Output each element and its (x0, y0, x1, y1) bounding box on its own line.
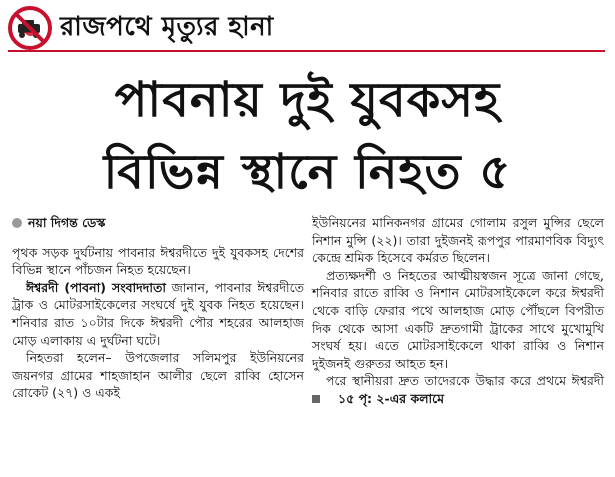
section-kicker: রাজপথে মৃত্যুর হানা (60, 12, 274, 42)
paragraph-2 (12, 279, 304, 349)
dateline: ঈশ্বরদী (পাবনা) সংবাদদাতা (26, 279, 166, 295)
header-divider (8, 50, 605, 52)
paragraph-6-text: পরে স্থানীয়রা দ্রুত তাদেরকে উদ্ধার করে প্রথমে ঈশ্বরদী (326, 373, 604, 389)
continued-label: ১৫ পৃ: ২-এর কলামে (338, 391, 445, 407)
article-column-left (12, 214, 304, 402)
road-accident-logo-icon (8, 6, 52, 50)
desk-label: নয়া দিগন্ত ডেস্ক (28, 215, 106, 230)
bullet-icon (12, 218, 22, 228)
continued-link[interactable] (312, 390, 444, 408)
headline-line-1: পাবনায় দুই যুবকসহ (114, 72, 501, 128)
paragraph-4: ইউনিয়নের মানিকনগর গ্রামের গোলাম রসুল মুন্সির ছেলে নিশান মুন্সি (২২)। তারা দুইজনই রূপপুর পারমাণবিক বিদ্যুৎ কেন্দ্রে শ্রমিক হিসেবে কর্মরত ছিলেন। (312, 215, 604, 266)
headline-line-2: বিভিন্ন স্থানে নিহত ৫ (103, 144, 512, 200)
byline (12, 214, 304, 232)
paragraph-3: নিহতরা হলেন– উপজেলার সলিমপুর ইউনিয়নের জয়নগর গ্রামের শাহজাহান আলীর ছেলে রাব্বি হোসেন রোকেট (২৭) ও একই (12, 350, 304, 401)
paragraph-2-text: জানান, পাবনার ঈশ্বরদীতে ট্রাক ও মোটরসাইকেলের সংঘর্ষে দুই যুবক নিহত হয়েছেন। শনিবার রাত ১০টার দিকে ঈশ্বরদী পৌর শহরের আলহাজ মোড় এলাকায় এ দুর্ঘটনা ঘটে। (12, 279, 304, 348)
article-column-right (312, 214, 604, 408)
paragraph-1: পৃথক সড়ক দুর্ঘটনায় পাবনার ঈশ্বরদীতে দুই যুবকসহ দেশের বিভিন্ন স্থানে পাঁচজন নিহত হয়েছেন। (12, 244, 304, 278)
paragraph-5: প্রত্যক্ষদর্শী ও নিহতের আত্মীয়স্বজন সূত্রে জানা গেছে, শনিবার রাতে রাব্বি ও নিশান মোটরসাইকেলে করে ঈশ্বরদী থেকে বাড়ি ফেরার পথে আলহাজ মোড় পৌঁছলে বিপরীত দিক থেকে আসা একটি দ্রুতগামী ট্রাকের সাথে মুখোমুখি সংঘর্ষ হয়। এতে মোটরসাইকেলে থাকা রাব্বি ও নিশান দুইজনই গুরুতর আহত হন। (312, 267, 604, 371)
section-header (0, 0, 615, 60)
paragraph-6 (312, 372, 604, 407)
square-bullet-icon (312, 395, 320, 403)
